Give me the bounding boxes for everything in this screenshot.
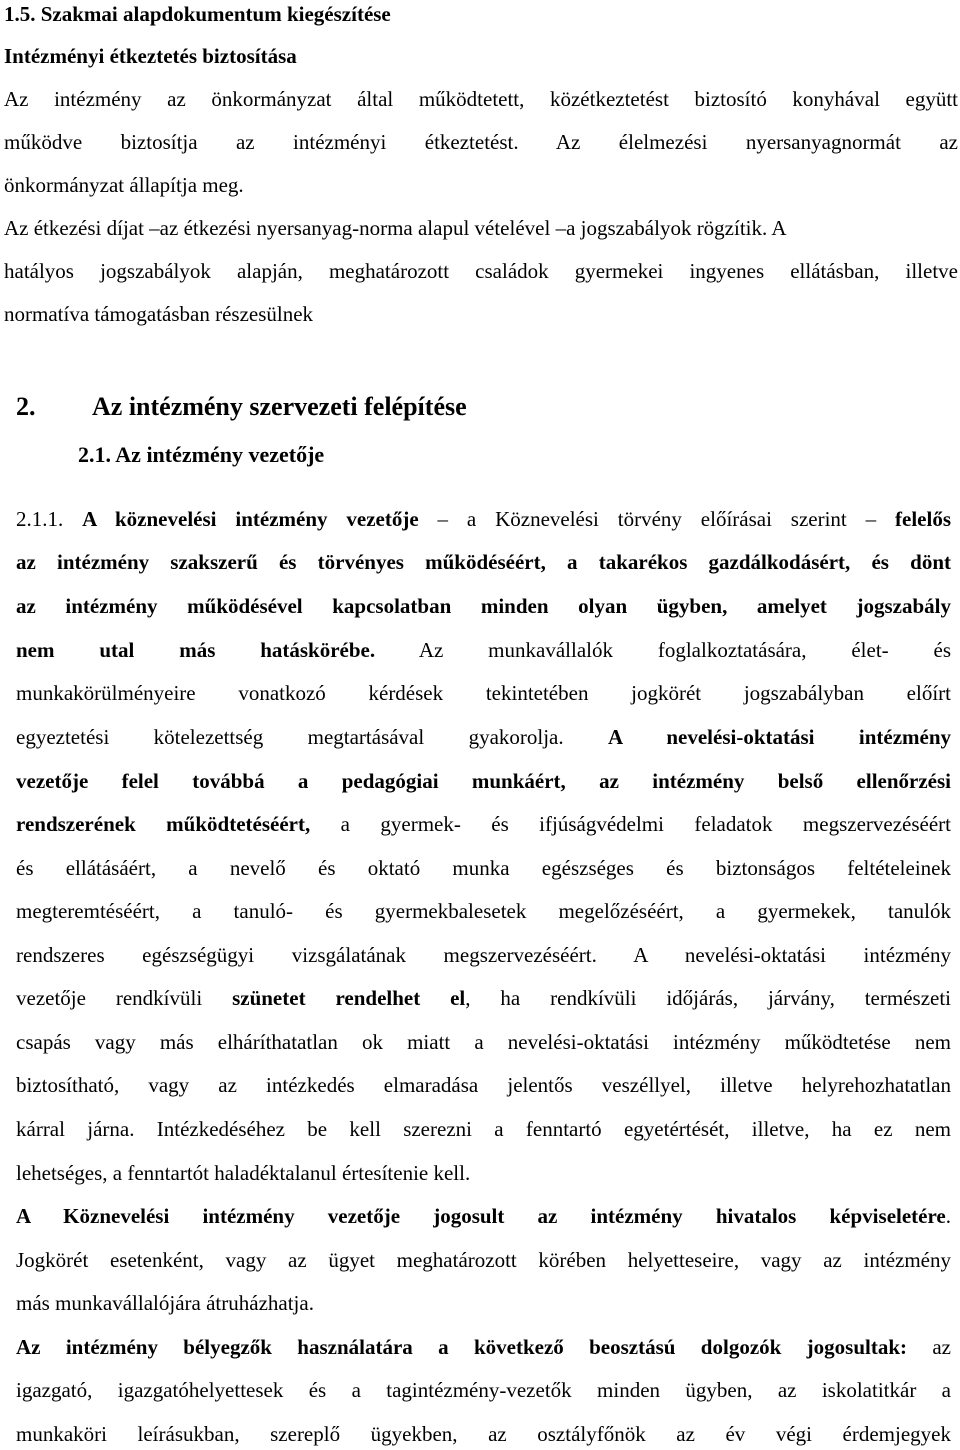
clause-number: 2.1.1. xyxy=(16,507,64,531)
paragraph-line: az intézmény működésével kapcsolatban minden olyan ügyben, amelyet jogszabály xyxy=(16,594,951,618)
paragraph-line: az intézmény szakszerű és törvényes működéséért, a takarékos gazdálkodásért, és dönt xyxy=(16,550,951,574)
paragraph-line xyxy=(16,1206,951,1227)
bold-text: felelős xyxy=(895,507,951,531)
bold-text: A köznevelési intézmény vezetője xyxy=(82,507,419,531)
subsection-heading: 2.1. Az intézmény vezetője xyxy=(78,442,325,467)
paragraph-line: vezetője felel továbbá a pedagógiai munkáért, az intézmény belső ellenőrzési xyxy=(16,769,951,793)
text: a gyermek- és ifjúságvédelmi feladatok megszervezéséért xyxy=(340,812,951,836)
paragraph-line: lehetséges, a fenntartót haladéktalanul értesítenie kell. xyxy=(16,1161,471,1185)
paragraph-line: normatíva támogatásban részesülnek xyxy=(4,302,314,326)
text: az xyxy=(907,1335,951,1359)
paragraph-line: Jogkörét esetenként, vagy az ügyet meghatározott körében helyetteseire, vagy az intézmény xyxy=(16,1248,951,1272)
text: egyeztetési kötelezettség megtartásával gyakorolja. xyxy=(16,725,564,749)
chapter-title: Az intézmény szervezeti felépítése xyxy=(92,392,467,421)
text: vezetője rendkívüli xyxy=(16,986,203,1010)
text: , ha rendkívüli időjárás, járvány, természeti xyxy=(465,986,952,1010)
paragraph-line: biztosítható, vagy az intézkedés elmaradása jelentős veszéllyel, illetve helyrehozhatatlan xyxy=(16,1073,951,1097)
paragraph-line: működve biztosítja az intézményi étkeztetést. Az élelmezési nyersanyagnormát az xyxy=(4,130,958,154)
paragraph-line: munkaköri leírásukban, szereplő ügyekben, az osztályfőnök az év végi érdemjegyek xyxy=(16,1422,951,1446)
paragraph-line xyxy=(16,988,951,1009)
text: . xyxy=(945,1204,951,1228)
paragraph-line: munkakörülményeire vonatkozó kérdések tekintetében jogkörét jogszabályban előírt xyxy=(16,681,951,705)
paragraph-line xyxy=(16,640,951,661)
bold-text: nem utal más hatáskörébe. xyxy=(16,638,376,662)
chapter-heading xyxy=(16,394,467,420)
paragraph-line: más munkavállalójára átruházhatja. xyxy=(16,1291,314,1315)
bold-text: rendszerének működtetéséért, xyxy=(16,812,311,836)
paragraph-line: csapás vagy más elháríthatatlan ok miatt a nevelési-oktatási intézmény működtetése nem xyxy=(16,1030,951,1054)
paragraph-line: hatályos jogszabályok alapján, meghatározott családok gyermekei ingyenes ellátásban, illetve xyxy=(4,259,958,283)
bold-text: A nevelési-oktatási intézmény xyxy=(608,725,952,749)
paragraph-line xyxy=(16,1337,951,1358)
paragraph-line xyxy=(16,509,951,530)
paragraph-line: kárral járna. Intézkedéséhez be kell szerezni a fenntartó egyetértését, illetve, ha ez nem xyxy=(16,1117,951,1141)
paragraph-line xyxy=(16,814,951,835)
paragraph-line: megteremtéséért, a tanuló- és gyermekbalesetek megelőzéséért, a gyermekek, tanulók xyxy=(16,899,951,923)
section-title: 1.5. Szakmai alapdokumentum kiegészítése xyxy=(4,2,391,26)
bold-text: A Köznevelési intézmény vezetője jogosult az intézmény hivatalos képviseletére xyxy=(16,1204,946,1228)
paragraph-line: önkormányzat állapítja meg. xyxy=(4,173,244,197)
text: Az munkavállalók foglalkoztatására, élet- és xyxy=(418,638,951,662)
bold-text: szünetet rendelhet el xyxy=(232,986,466,1010)
paragraph-line xyxy=(16,727,951,748)
paragraph-line: és ellátásáért, a nevelő és oktató munka egészséges és biztonságos feltételeinek xyxy=(16,856,951,880)
bold-text: Az intézmény bélyegzők használatára a következő beosztású dolgozók jogosultak: xyxy=(16,1335,908,1359)
paragraph-line: Az étkezési díjat –az étkezési nyersanyag-norma alapul vételével –a jogszabályok rögzítik. A xyxy=(4,216,787,240)
chapter-number: 2. xyxy=(16,392,36,421)
text: – a Köznevelési törvény előírásai szerint – xyxy=(437,507,877,531)
paragraph-line: igazgató, igazgatóhelyettesek és a tagintézmény-vezetők minden ügyben, az iskolatitkár a xyxy=(16,1378,951,1402)
paragraph-line: rendszeres egészségügyi vizsgálatának megszervezéséért. A nevelési-oktatási intézmény xyxy=(16,943,951,967)
paragraph-line: Az intézmény az önkormányzat által működtetett, közétkeztetést biztosító konyhával együtt xyxy=(4,87,958,111)
section-subtitle: Intézményi étkeztetés biztosítása xyxy=(4,44,297,68)
